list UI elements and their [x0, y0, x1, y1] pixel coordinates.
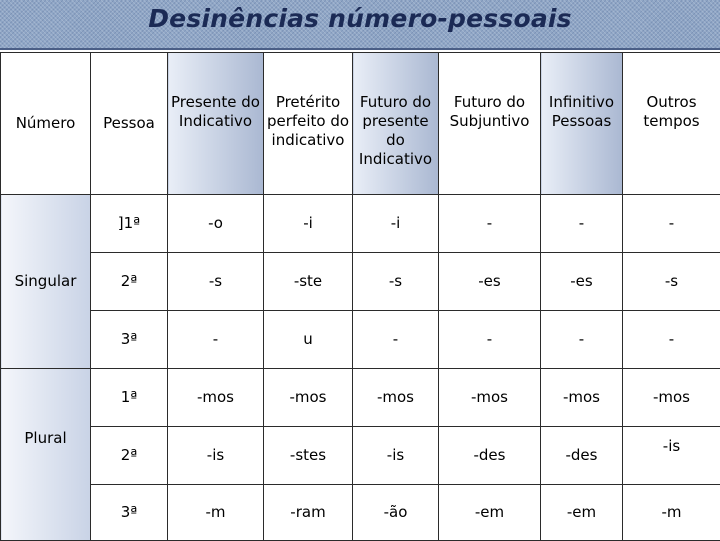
header-futuro-presente: Futuro do presente do Indicativo: [353, 53, 439, 195]
table-row: [1, 311, 720, 369]
cell-futuro-presente: -s: [353, 253, 439, 311]
table-row: [1, 369, 720, 427]
cell-outros: -: [623, 195, 720, 253]
cell-presente: -m: [168, 485, 264, 541]
cell-preterito: -stes: [264, 427, 353, 485]
cell-preterito: -i: [264, 195, 353, 253]
cell-preterito: -ste: [264, 253, 353, 311]
table-row: [1, 253, 720, 311]
cell-infinitivo: -: [541, 311, 623, 369]
cell-futuro-presente: -i: [353, 195, 439, 253]
desinencias-table: [0, 52, 720, 541]
cell-presente: -s: [168, 253, 264, 311]
header-preterito-perfeito: Pretérito perfeito do indicativo: [264, 53, 353, 195]
cell-infinitivo: -es: [541, 253, 623, 311]
table-row: [1, 195, 720, 253]
header-presente-indicativo: Presente do Indicativo: [168, 53, 264, 195]
cell-outros: -mos: [623, 369, 720, 427]
cell-infinitivo: -: [541, 195, 623, 253]
title-bar: [0, 0, 720, 50]
cell-presente: -: [168, 311, 264, 369]
table-row: [1, 485, 720, 541]
cell-futuro-subjuntivo: -mos: [439, 369, 541, 427]
cell-outros: -s: [623, 253, 720, 311]
group-plural: Plural: [1, 369, 91, 541]
header-row: [1, 53, 720, 195]
header-numero: Número: [1, 53, 91, 195]
group-singular: Singular: [1, 195, 91, 369]
cell-preterito: -ram: [264, 485, 353, 541]
cell-pessoa: ]1ª: [91, 195, 168, 253]
cell-preterito: -mos: [264, 369, 353, 427]
cell-futuro-presente: -: [353, 311, 439, 369]
cell-outros: -is: [623, 427, 720, 485]
cell-futuro-subjuntivo: -em: [439, 485, 541, 541]
cell-infinitivo: -des: [541, 427, 623, 485]
header-futuro-subjuntivo: Futuro do Subjuntivo: [439, 53, 541, 195]
cell-pessoa: 2ª: [91, 427, 168, 485]
cell-infinitivo: -em: [541, 485, 623, 541]
cell-futuro-presente: -is: [353, 427, 439, 485]
cell-preterito: u: [264, 311, 353, 369]
cell-infinitivo: -mos: [541, 369, 623, 427]
cell-futuro-subjuntivo: -des: [439, 427, 541, 485]
header-outros-tempos: Outros tempos: [623, 53, 720, 195]
cell-futuro-presente: -mos: [353, 369, 439, 427]
cell-pessoa: 2ª: [91, 253, 168, 311]
cell-outros: -: [623, 311, 720, 369]
cell-pessoa: 1ª: [91, 369, 168, 427]
cell-futuro-presente: -ão: [353, 485, 439, 541]
cell-pessoa: 3ª: [91, 311, 168, 369]
header-pessoa: Pessoa: [91, 53, 168, 195]
header-infinitivo-pessoal: Infinitivo Pessoas: [541, 53, 623, 195]
cell-outros: -m: [623, 485, 720, 541]
cell-presente: -mos: [168, 369, 264, 427]
table-row: [1, 427, 720, 485]
cell-futuro-subjuntivo: -: [439, 195, 541, 253]
cell-presente: -is: [168, 427, 264, 485]
cell-futuro-subjuntivo: -es: [439, 253, 541, 311]
page-title: Desinências número-pessoais: [0, 4, 720, 33]
cell-pessoa: 3ª: [91, 485, 168, 541]
cell-futuro-subjuntivo: -: [439, 311, 541, 369]
cell-presente: -o: [168, 195, 264, 253]
